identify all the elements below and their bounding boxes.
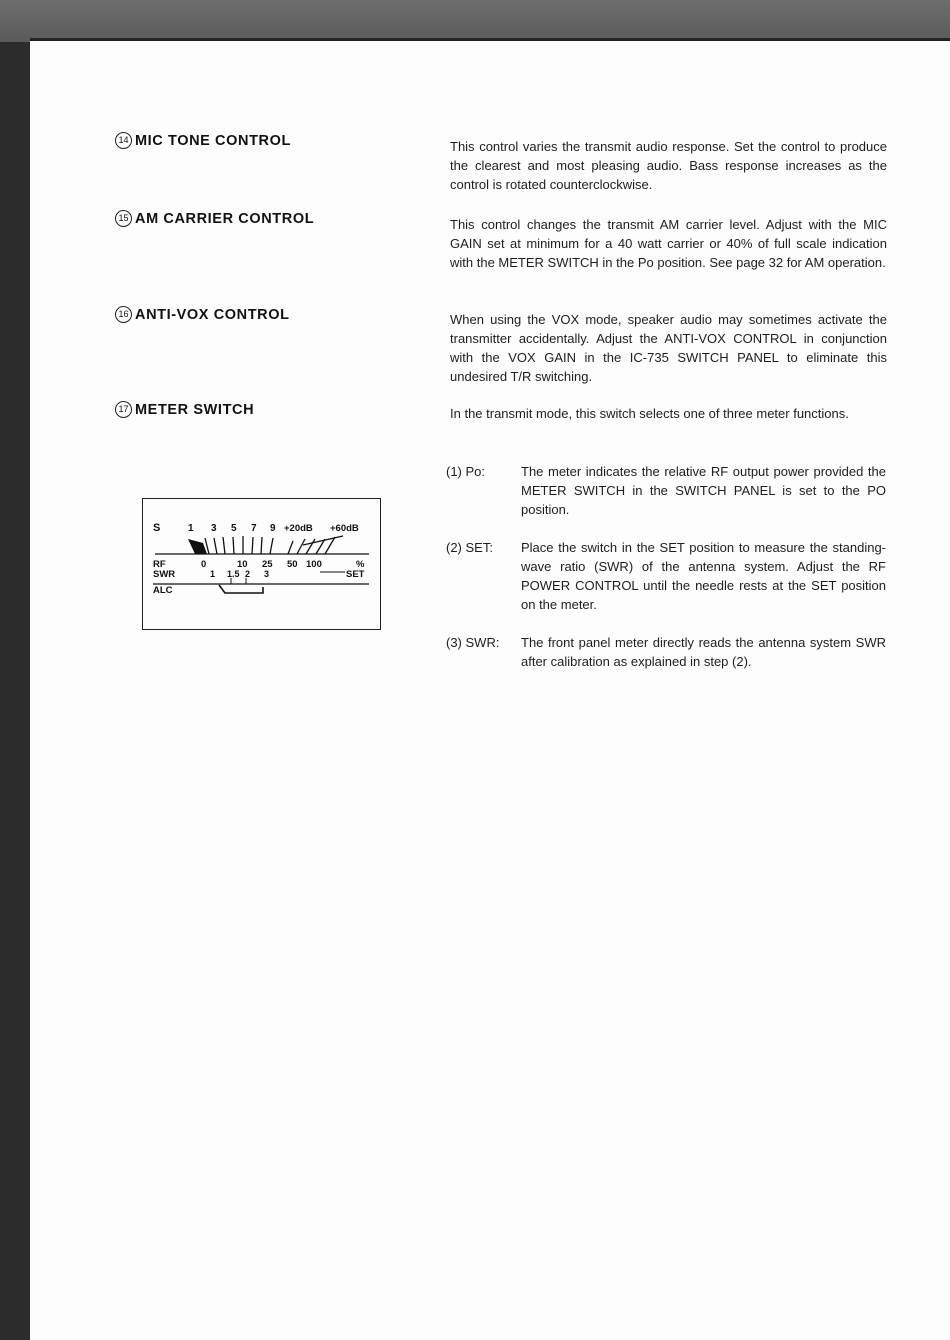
- meter-face-svg: [143, 499, 380, 629]
- s-scale-label: S: [153, 522, 161, 534]
- paragraph-mic-tone: This control varies the transmit audio response. Set the control to produce the clearest and most pleasing audio. Bass response increases as the control is rotated counterclockwise.: [450, 139, 887, 192]
- paragraph-meter-switch: In the transmit mode, this switch selects one of three meter functions.: [450, 406, 849, 421]
- heading-anti-vox-control: [115, 306, 290, 323]
- heading-text: MIC TONE CONTROL: [135, 132, 291, 149]
- heading-meter-switch: [115, 401, 254, 418]
- swr-set-label: SET: [346, 569, 365, 580]
- scanner-background: [0, 0, 950, 42]
- item-text: The meter indicates the relative RF output power provided the METER SWITCH in the SWITCH PANEL is set to the PO position.: [521, 464, 886, 517]
- rf-unit: %: [356, 559, 365, 570]
- circled-number: 17: [115, 401, 132, 418]
- rf-tick-10: 10: [237, 559, 248, 570]
- rf-scale-label: RF: [153, 559, 166, 570]
- meter-needle-zone: [188, 539, 207, 554]
- heading-text: AM CARRIER CONTROL: [135, 210, 315, 227]
- item-text: Place the switch in the SET position to measure the standing-wave ratio (SWR) of the antenna system. Adjust the RF POWER CONTROL until the needle rests at the SET position on the meter.: [521, 540, 886, 612]
- heading-text: ANTI-VOX CONTROL: [135, 306, 290, 323]
- heading-mic-tone-control: [115, 132, 291, 149]
- s-tick-5: 5: [231, 523, 237, 534]
- swr-tick-1-5: 1.5: [227, 569, 240, 579]
- item-text: The front panel meter directly reads the antenna system SWR after calibration as explained in step (2).: [521, 635, 886, 669]
- s-tick-20db: +20dB: [284, 523, 313, 534]
- item-label: (3) SWR:: [446, 635, 500, 650]
- item-label: (2) SET:: [446, 540, 493, 555]
- s-tick-1: 1: [188, 523, 194, 534]
- s-tick-7: 7: [251, 523, 257, 534]
- item-label: (1) Po:: [446, 464, 486, 479]
- meter-graduations: [155, 536, 369, 554]
- paragraph-am-carrier: This control changes the transmit AM carrier level. Adjust with the MIC GAIN set at minimum for a 40 watt carrier or 40% of full scale indication with the METER SWITCH in the Po position. See page 32 for AM operation.: [450, 217, 887, 270]
- alc-zone-mark: [219, 585, 263, 593]
- swr-scale-label: SWR: [153, 569, 176, 580]
- s-tick-60db: +60dB: [330, 523, 359, 534]
- alc-scale-label: ALC: [153, 585, 173, 596]
- circled-number: 15: [115, 210, 132, 227]
- heading-am-carrier-control: [115, 210, 314, 227]
- swr-tick-2: 2: [245, 569, 251, 579]
- rf-tick-100: 100: [306, 559, 322, 570]
- swr-tick-1: 1: [210, 569, 216, 579]
- paragraph-anti-vox: When using the VOX mode, speaker audio may sometimes activate the transmitter accidentally. Adjust the ANTI-VOX CONTROL in conjunction with the VOX GAIN in the IC-735 SWITCH PANEL to eliminate this undesired T/R switching.: [450, 312, 887, 384]
- circled-number: 16: [115, 306, 132, 323]
- rf-tick-0: 0: [201, 559, 207, 570]
- s-tick-9: 9: [270, 523, 276, 534]
- heading-text: METER SWITCH: [135, 401, 255, 418]
- s-tick-3: 3: [211, 523, 217, 534]
- meter-face-illustration: [142, 498, 381, 630]
- rf-tick-50: 50: [287, 559, 298, 570]
- rf-tick-25: 25: [262, 559, 273, 570]
- circled-number: 14: [115, 132, 132, 149]
- swr-tick-3: 3: [264, 569, 270, 579]
